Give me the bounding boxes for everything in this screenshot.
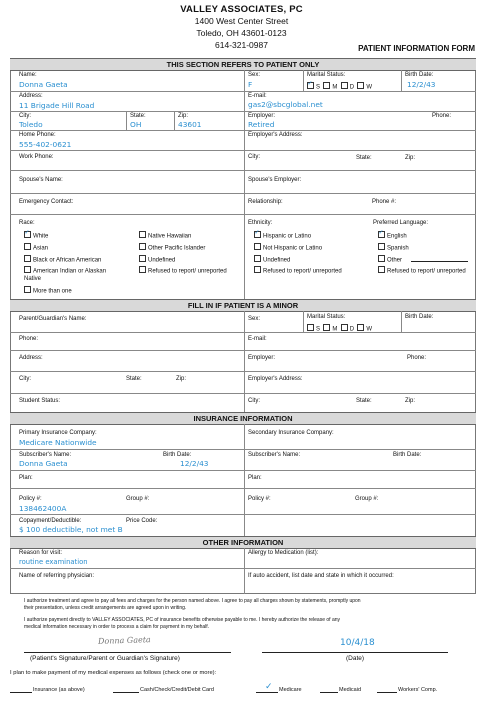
race-option-asian[interactable]: Asian: [24, 243, 48, 252]
race-option-american-indian[interactable]: American Indian or Alaskan Native: [24, 266, 124, 283]
minor-phone-label: Phone:: [19, 336, 39, 342]
language-option-english[interactable]: ✓English: [378, 231, 407, 240]
secondary-subscriber-label: Subscriber's Name:: [248, 452, 301, 458]
secondary-policy-label: Policy #:: [248, 496, 271, 502]
work-phone-label: Work Phone:: [19, 154, 54, 160]
signature-line: [24, 652, 231, 653]
race-option-native-hawaiian[interactable]: Native Hawaiian: [139, 231, 191, 240]
emergency-contact-label: Emergency Contact:: [19, 199, 74, 205]
reason-field[interactable]: routine examination: [19, 558, 88, 566]
checkbox[interactable]: [139, 266, 146, 273]
checkbox[interactable]: [24, 286, 31, 293]
race-option-refused[interactable]: Refused to report/ unreported: [139, 266, 234, 276]
checkbox[interactable]: [139, 255, 146, 262]
row-divider: [10, 193, 476, 194]
row-divider: [10, 568, 476, 569]
patient-name-field[interactable]: Donna Gaeta: [19, 80, 68, 89]
company-phone: 614-321-0987: [215, 40, 268, 50]
sex-label: Sex:: [248, 72, 261, 78]
minor-employer-state-label: State:: [356, 398, 372, 404]
row-divider: [10, 470, 476, 471]
reason-label: Reason for visit:: [19, 550, 63, 556]
employer-address-label: Employer's Address:: [248, 132, 303, 138]
payment-cash-label: Cash/Check/Credit/Debit Card: [140, 687, 214, 693]
checkbox[interactable]: [378, 243, 385, 250]
section-header-patient: THIS SECTION REFERS TO PATIENT ONLY: [10, 58, 476, 71]
company-address-line2: Toledo, OH 43601-0123: [196, 28, 287, 38]
city-field[interactable]: Toledo: [19, 120, 43, 129]
payment-insurance-label: Insurance (as above): [33, 687, 85, 693]
divider: [244, 548, 245, 594]
row-divider: [10, 150, 476, 151]
race-option-more-than-one[interactable]: More than one: [24, 286, 72, 295]
race-option-pacific-islander[interactable]: Other Pacific Islander: [139, 243, 205, 252]
row-divider: [10, 130, 476, 131]
home-phone-field[interactable]: 555-402-0621: [19, 140, 72, 149]
divider: [174, 111, 175, 130]
race-label: Race:: [19, 220, 35, 226]
checkbox[interactable]: [254, 243, 261, 250]
authorization-payment-text: I authorize payment directly to VALLEY ASSOCIATES, PC of insurance benefits otherwise payable to me. I hereby authorize the release of any medical information necessary in order to process a claim for payment in my behalf.: [24, 617, 341, 630]
section-header-insurance: INSURANCE INFORMATION: [10, 412, 476, 425]
spouse-employer-label: Spouse's Employer:: [248, 177, 302, 183]
parent-name-label: Parent/Guardian's Name:: [19, 316, 87, 322]
home-phone-label: Home Phone:: [19, 132, 56, 138]
payment-medicaid-line[interactable]: [320, 692, 338, 693]
email-field[interactable]: gas2@sbcglobal.net: [248, 100, 323, 109]
checkbox[interactable]: [24, 266, 31, 273]
language-option-spanish[interactable]: Spanish: [378, 243, 409, 252]
secondary-plan-label: Plan:: [248, 475, 262, 481]
marital-status-options[interactable]: ✓S M D W: [307, 82, 372, 91]
address-field[interactable]: 11 Brigade Hill Road: [19, 101, 95, 110]
policy-field[interactable]: 138462400A: [19, 504, 67, 513]
payment-medicare-line[interactable]: [256, 692, 278, 693]
birth-date-field[interactable]: 12/2/43: [407, 80, 436, 89]
payment-cash-line[interactable]: [113, 692, 139, 693]
checkbox[interactable]: [254, 231, 261, 238]
checkbox[interactable]: [323, 324, 330, 331]
minor-email-label: E-mail:: [248, 336, 267, 342]
row-divider: [10, 350, 476, 351]
form-title: PATIENT INFORMATION FORM: [358, 44, 475, 53]
checkbox[interactable]: [24, 243, 31, 250]
referring-physician-label: Name of referring physician:: [19, 573, 95, 579]
relationship-label: Relationship:: [248, 199, 283, 205]
state-field[interactable]: OH: [130, 120, 142, 129]
ethnicity-option-not-hispanic[interactable]: Not Hispanic or Latino: [254, 243, 322, 252]
patient-signature[interactable]: Donna Gaeta: [97, 635, 151, 646]
payment-workers-comp-line[interactable]: [377, 692, 397, 693]
checkbox[interactable]: [307, 324, 314, 331]
race-option-white[interactable]: ✓White: [24, 231, 48, 240]
subscriber-name-field[interactable]: Donna Gaeta: [19, 459, 68, 468]
name-label: Name:: [19, 72, 37, 78]
row-divider: [10, 214, 476, 215]
payment-workers-comp-label: Workers' Comp.: [398, 687, 438, 693]
checkbox[interactable]: [139, 243, 146, 250]
authorization-treatment-text: I authorize treatment and agree to pay all fees and charges for the person named above. I agree to pay all charges shown by statements, promptly upon their presentation, unless credit arrangements are agreed upon in writing.: [24, 598, 361, 611]
checkbox[interactable]: [357, 324, 364, 331]
payment-intro: I plan to make payment of my medical expenses as follows (check one or more):: [10, 670, 217, 676]
checkbox[interactable]: [323, 82, 330, 89]
minor-employer-label: Employer:: [248, 355, 276, 361]
row-divider: [10, 111, 476, 112]
employer-label: Employer:: [248, 113, 276, 119]
minor-zip-label: Zip:: [176, 376, 187, 382]
minor-employer-address-label: Employer's Address:: [248, 376, 303, 382]
date-caption: (Date): [346, 655, 365, 662]
city-label: City:: [19, 113, 31, 119]
row-divider: [10, 170, 476, 171]
divider: [303, 70, 304, 91]
policy-label: Policy #:: [19, 496, 42, 502]
checkbox[interactable]: [307, 82, 314, 89]
checkbox[interactable]: [378, 231, 385, 238]
subscriber-name-label: Subscriber's Name:: [19, 452, 72, 458]
payment-insurance-line[interactable]: [10, 692, 32, 693]
employer-city-label: City:: [248, 154, 260, 160]
sex-field[interactable]: F: [248, 80, 253, 89]
divider: [244, 311, 245, 412]
price-code-label: Price Code:: [126, 518, 158, 524]
zip-label: Zip:: [178, 113, 189, 119]
checkbox[interactable]: [341, 82, 348, 89]
primary-insurance-field[interactable]: Medicare Nationwide: [19, 438, 97, 447]
signature-date-field[interactable]: 10/4/18: [340, 638, 375, 648]
ethnicity-label: Ethnicity:: [248, 220, 273, 226]
minor-employer-city-label: City:: [248, 398, 260, 404]
signature-caption: (Patient's Signature/Parent or Guardian's Signature): [30, 655, 180, 662]
divider: [401, 311, 402, 332]
section-header-minor: FILL IN IF PATIENT IS A MINOR: [10, 299, 476, 312]
divider: [244, 424, 245, 536]
row-divider: [10, 91, 476, 92]
row-divider: [10, 449, 476, 450]
employer-state-label: State:: [356, 155, 372, 161]
state-label: State:: [130, 113, 146, 119]
company-address-line1: 1400 West Center Street: [194, 16, 289, 26]
employer-field[interactable]: Retired: [248, 120, 275, 129]
checkbox[interactable]: [254, 255, 261, 262]
preferred-language-label: Preferred Language:: [373, 220, 429, 226]
language-option-other[interactable]: Other: [378, 255, 402, 264]
address-label: Address:: [19, 93, 43, 99]
divider: [401, 70, 402, 91]
divider: [244, 70, 245, 299]
race-option-black[interactable]: Black or African American: [24, 255, 101, 264]
copay-label: Copayment/Deductible:: [19, 518, 82, 524]
section-header-other: OTHER INFORMATION: [10, 536, 476, 549]
minor-state-label: State:: [126, 376, 142, 382]
ethnicity-option-undefined[interactable]: Undefined: [254, 255, 290, 264]
race-option-undefined[interactable]: Undefined: [139, 255, 175, 264]
row-divider: [10, 393, 476, 394]
company-name: VALLEY ASSOCIATES, PC: [180, 4, 303, 15]
auto-accident-label: If auto accident, list date and state in which it occurred:: [248, 573, 394, 579]
payment-medicaid-label: Medicaid: [339, 687, 362, 693]
row-divider: [10, 514, 476, 515]
ethnicity-option-hispanic[interactable]: ✓Hispanic or Latino: [254, 231, 311, 240]
language-option-refused[interactable]: Refused to report/ unreported: [378, 266, 473, 276]
minor-city-label: City:: [19, 376, 31, 382]
minor-marital-options[interactable]: S M D W: [307, 324, 372, 333]
minor-employer-zip-label: Zip:: [405, 398, 416, 404]
zip-field[interactable]: 43601: [178, 120, 202, 129]
student-status-label: Student Status:: [19, 398, 61, 404]
checkbox[interactable]: [139, 231, 146, 238]
minor-marital-status-label: Marital Status:: [307, 314, 346, 320]
employer-phone-label: Phone:: [432, 113, 452, 119]
row-divider: [10, 332, 476, 333]
marital-status-label: Marital Status:: [307, 72, 346, 78]
minor-employer-phone-label: Phone:: [407, 355, 427, 361]
minor-sex-label: Sex:: [248, 316, 261, 322]
checkbox[interactable]: [378, 266, 385, 273]
spouse-name-label: Spouse's Name:: [19, 177, 63, 183]
secondary-group-label: Group #:: [355, 496, 379, 502]
copay-field[interactable]: $ 100 deductible, not met B: [19, 525, 123, 534]
divider: [126, 111, 127, 130]
payment-medicare-checkmark-icon: ✓: [265, 682, 273, 692]
ethnicity-option-refused[interactable]: Refused to report/ unreported: [254, 266, 354, 276]
subscriber-birth-date-field[interactable]: 12/2/43: [180, 459, 209, 468]
payment-medicare-label: Medicare: [279, 687, 302, 693]
secondary-birth-date-label: Birth Date:: [393, 452, 422, 458]
email-label: E-mail:: [248, 93, 267, 99]
allergy-label: Allergy to Medication (list):: [248, 550, 319, 556]
row-divider: [10, 371, 476, 372]
birth-date-label: Birth Date:: [405, 72, 434, 78]
row-divider: [10, 488, 476, 489]
divider: [303, 311, 304, 332]
primary-insurance-label: Primary Insurance Company:: [19, 430, 97, 436]
checkbox[interactable]: [378, 255, 385, 262]
emergency-phone-label: Phone #:: [372, 199, 397, 205]
group-label: Group #:: [126, 496, 150, 502]
minor-address-label: Address:: [19, 355, 43, 361]
checkbox[interactable]: [254, 266, 261, 273]
checkbox[interactable]: [24, 231, 31, 238]
checkbox[interactable]: [341, 324, 348, 331]
checkbox[interactable]: [357, 82, 364, 89]
language-other-line[interactable]: [411, 261, 468, 262]
minor-birth-date-label: Birth Date:: [405, 314, 434, 320]
date-line: [262, 652, 448, 653]
checkbox[interactable]: [24, 255, 31, 262]
secondary-insurance-label: Secondary Insurance Company:: [248, 430, 334, 436]
employer-zip-label: Zip:: [405, 155, 416, 161]
subscriber-birth-date-label: Birth Date:: [163, 452, 192, 458]
plan-label: Plan:: [19, 475, 33, 481]
